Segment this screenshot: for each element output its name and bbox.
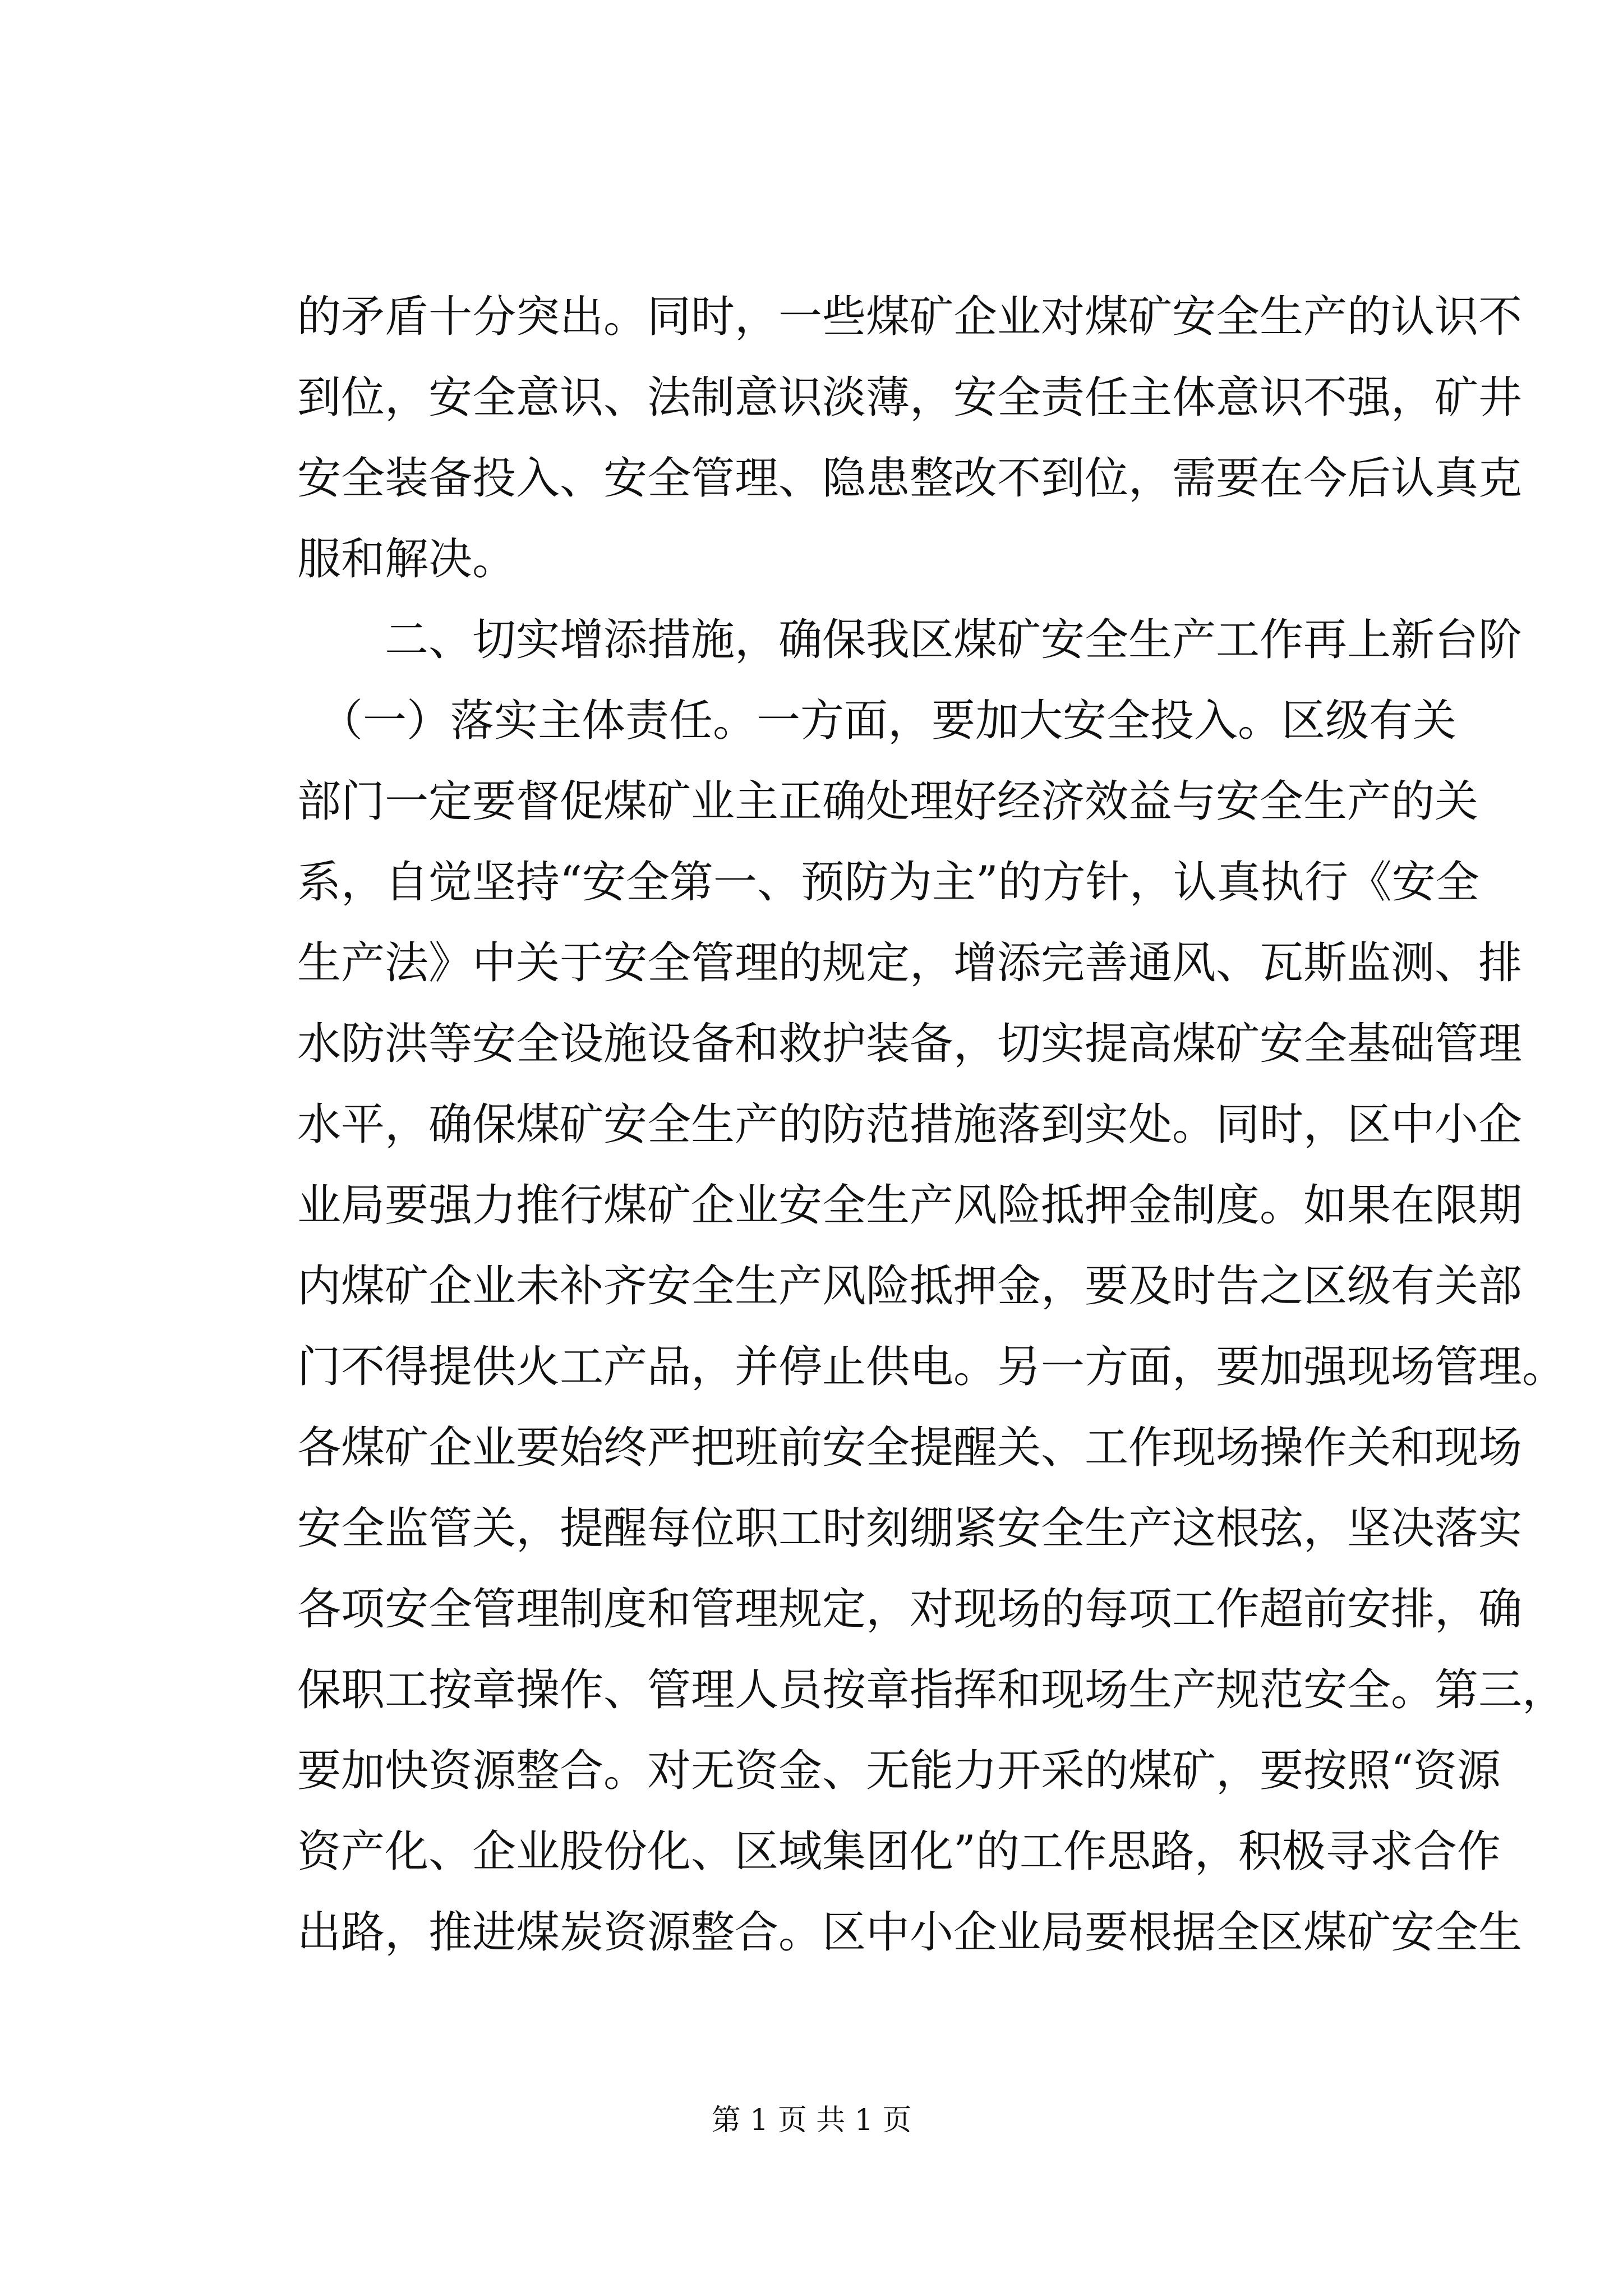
- text-line-10: 水防洪等安全设施设备和救护装备，切实提高煤矿安全基础管理: [297, 1019, 1523, 1069]
- text-line-8: 系，自觉坚持“安全第一、预防为主”的方针，认真执行《安全: [297, 857, 1479, 908]
- text-line-19: 要加快资源整合。对无资金、无能力开采的煤矿，要按照“资源: [297, 1746, 1501, 1796]
- subsection-heading-line: （一）落实主体责任。一方面，要加大安全投入。区级有关: [319, 696, 1457, 746]
- text-line-17: 各项安全管理制度和管理规定，对现场的每项工作超前安排，确: [297, 1584, 1523, 1635]
- text-line-15: 各煤矿企业要始终严把班前安全提醒关、工作现场操作关和现场: [297, 1423, 1523, 1473]
- text-line-21: 出路，推进煤炭资源整合。区中小企业局要根据全区煤矿安全生: [297, 1907, 1523, 1958]
- text-line-9: 生产法》中关于安全管理的规定，增添完善通风、瓦斯监测、排: [297, 938, 1523, 988]
- text-line-1: 的矛盾十分突出。同时，一些煤矿企业对煤矿安全生产的认识不: [297, 292, 1523, 342]
- text-line-20: 资产化、企业股份化、区域集团化”的工作思路，积极寻求合作: [297, 1826, 1501, 1877]
- text-line-18: 保职工按章操作、管理人员按章指挥和现场生产规范安全。第三，: [297, 1665, 1566, 1715]
- page-number-footer: 第 1 页 共 1 页: [711, 2104, 912, 2137]
- text-line-16: 安全监管关，提醒每位职工时刻绷紧安全生产这根弦，坚决落实: [297, 1503, 1523, 1554]
- text-line-11: 水平，确保煤矿安全生产的防范措施落到实处。同时，区中小企: [297, 1099, 1523, 1150]
- text-line-4: 服和解决。: [297, 534, 517, 585]
- text-line-7: 部门一定要督促煤矿业主正确处理好经济效益与安全生产的关: [297, 776, 1479, 827]
- text-line-3: 安全装备投入、安全管理、隐患整改不到位，需要在今后认真克: [297, 453, 1523, 504]
- text-line-12: 业局要强力推行煤矿企业安全生产风险抵押金制度。如果在限期: [297, 1180, 1523, 1231]
- section-heading: 二、切实增添措施，确保我区煤矿安全生产工作再上新台阶: [385, 615, 1523, 665]
- text-line-13: 内煤矿企业未补齐安全生产风险抵押金，要及时告之区级有关部: [297, 1261, 1523, 1312]
- text-line-2: 到位，安全意识、法制意识淡薄，安全责任主体意识不强，矿井: [297, 372, 1523, 423]
- text-line-14: 门不得提供火工产品，并停止供电。另一方面，要加强现场管理。: [297, 1342, 1566, 1392]
